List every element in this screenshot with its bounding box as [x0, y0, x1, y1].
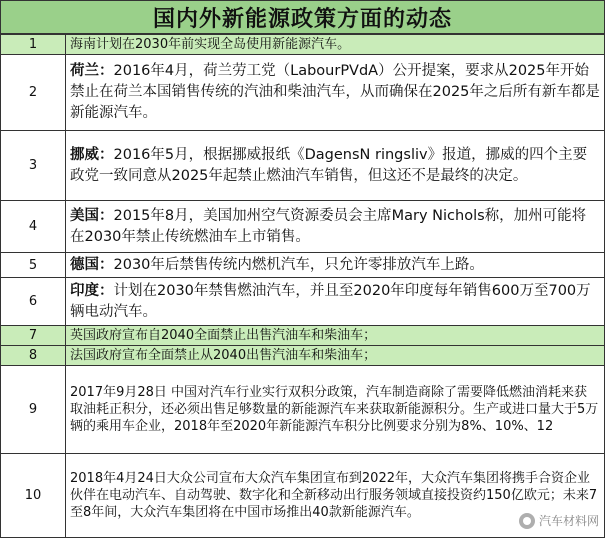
row-number: 5 [1, 253, 66, 278]
row-text-body: 2017年9月28日 中国对汽车行业实行双积分政策，汽车制造商除了需要降低燃油消耗来获取油耗正积分，还必须出售足够数量的新能源汽车来获取新能源积分。生产或进口量大于5万辆的乘用车企业，2018年至2020年新能源汽车积分比例要求分别为8%、10%、12 [70, 385, 599, 434]
table-row [1, 278, 605, 326]
row-country: 荷兰： [70, 63, 114, 79]
row-number: 1 [1, 35, 66, 55]
row-text [66, 326, 605, 346]
row-number: 10 [1, 454, 66, 538]
row-number: 8 [1, 346, 66, 366]
row-text-body: 计划在2030年禁售燃油汽车，并且至2020年印度每年销售600万至700万辆电动汽车。 [70, 282, 591, 320]
row-country: 挪威： [70, 146, 114, 163]
table-row [1, 55, 605, 131]
row-text [66, 35, 605, 55]
row-text [66, 346, 605, 366]
table-row [1, 454, 605, 538]
watermark [519, 512, 599, 529]
row-country: 美国： [70, 207, 114, 224]
row-country: 德国： [70, 256, 114, 273]
row-text-body: 英国政府宣布自2040全面禁止出售汽油车和柴油车； [70, 328, 377, 343]
row-text-body: 法国政府宣布全面禁止从2040出售汽油车和柴油车； [70, 348, 377, 363]
row-text [66, 55, 605, 131]
row-text [66, 201, 605, 253]
row-text [66, 131, 605, 201]
row-text [66, 366, 605, 454]
table-row [1, 346, 605, 366]
table-row [1, 201, 605, 253]
row-number: 2 [1, 55, 66, 131]
table-row [1, 253, 605, 278]
wechat-logo-icon [519, 513, 535, 529]
row-text-body: 海南计划在2030年前实现全岛使用新能源汽车。 [70, 37, 351, 52]
policy-table [0, 34, 605, 538]
row-country: 印度： [70, 282, 114, 299]
row-text [66, 253, 605, 278]
row-text-body: 2015年8月，美国加州空气资源委员会主席Mary Nichols称，加州可能将在2030年禁止传统燃油车上市销售。 [70, 207, 587, 245]
watermark-text: 汽车材料网 [538, 514, 599, 528]
row-number: 7 [1, 326, 66, 346]
row-text-body: 2016年5月，根据挪威报纸《DagensN ringsliv》报道，挪威的四个主要政党一致同意从2025年起禁止燃油汽车销售，但这还不是最终的决定。 [70, 146, 588, 184]
table-row [1, 366, 605, 454]
row-number: 4 [1, 201, 66, 253]
row-text [66, 278, 605, 326]
table-row [1, 326, 605, 346]
table-row [1, 35, 605, 55]
row-number: 3 [1, 131, 66, 201]
row-number: 9 [1, 366, 66, 454]
row-text-body: 2018年4月24日大众公司宣布大众汽车集团宣布到2022年，大众汽车集团将携手合资企业伙伴在电动汽车、自动驾驶、数字化和全新移动出行服务领域直接投资约150亿欧元；未来7至8年间，大众汽车集团将在中国市场推出40款新能源汽车。 [70, 471, 598, 520]
row-text-body: 2030年后禁售传统内燃机汽车，只允许零排放汽车上路。 [113, 256, 484, 273]
row-text-body: 2016年4月，荷兰劳工党（LabourPVdA）公开提案，要求从2025年开始禁止在荷兰本国销售传统的汽油和柴油汽车，从而确保在2025年之后所有新车都是新能源汽车。 [70, 63, 600, 121]
table-row [1, 131, 605, 201]
row-number: 6 [1, 278, 66, 326]
sheet-title: 国内外新能源政策方面的动态 [0, 0, 605, 34]
